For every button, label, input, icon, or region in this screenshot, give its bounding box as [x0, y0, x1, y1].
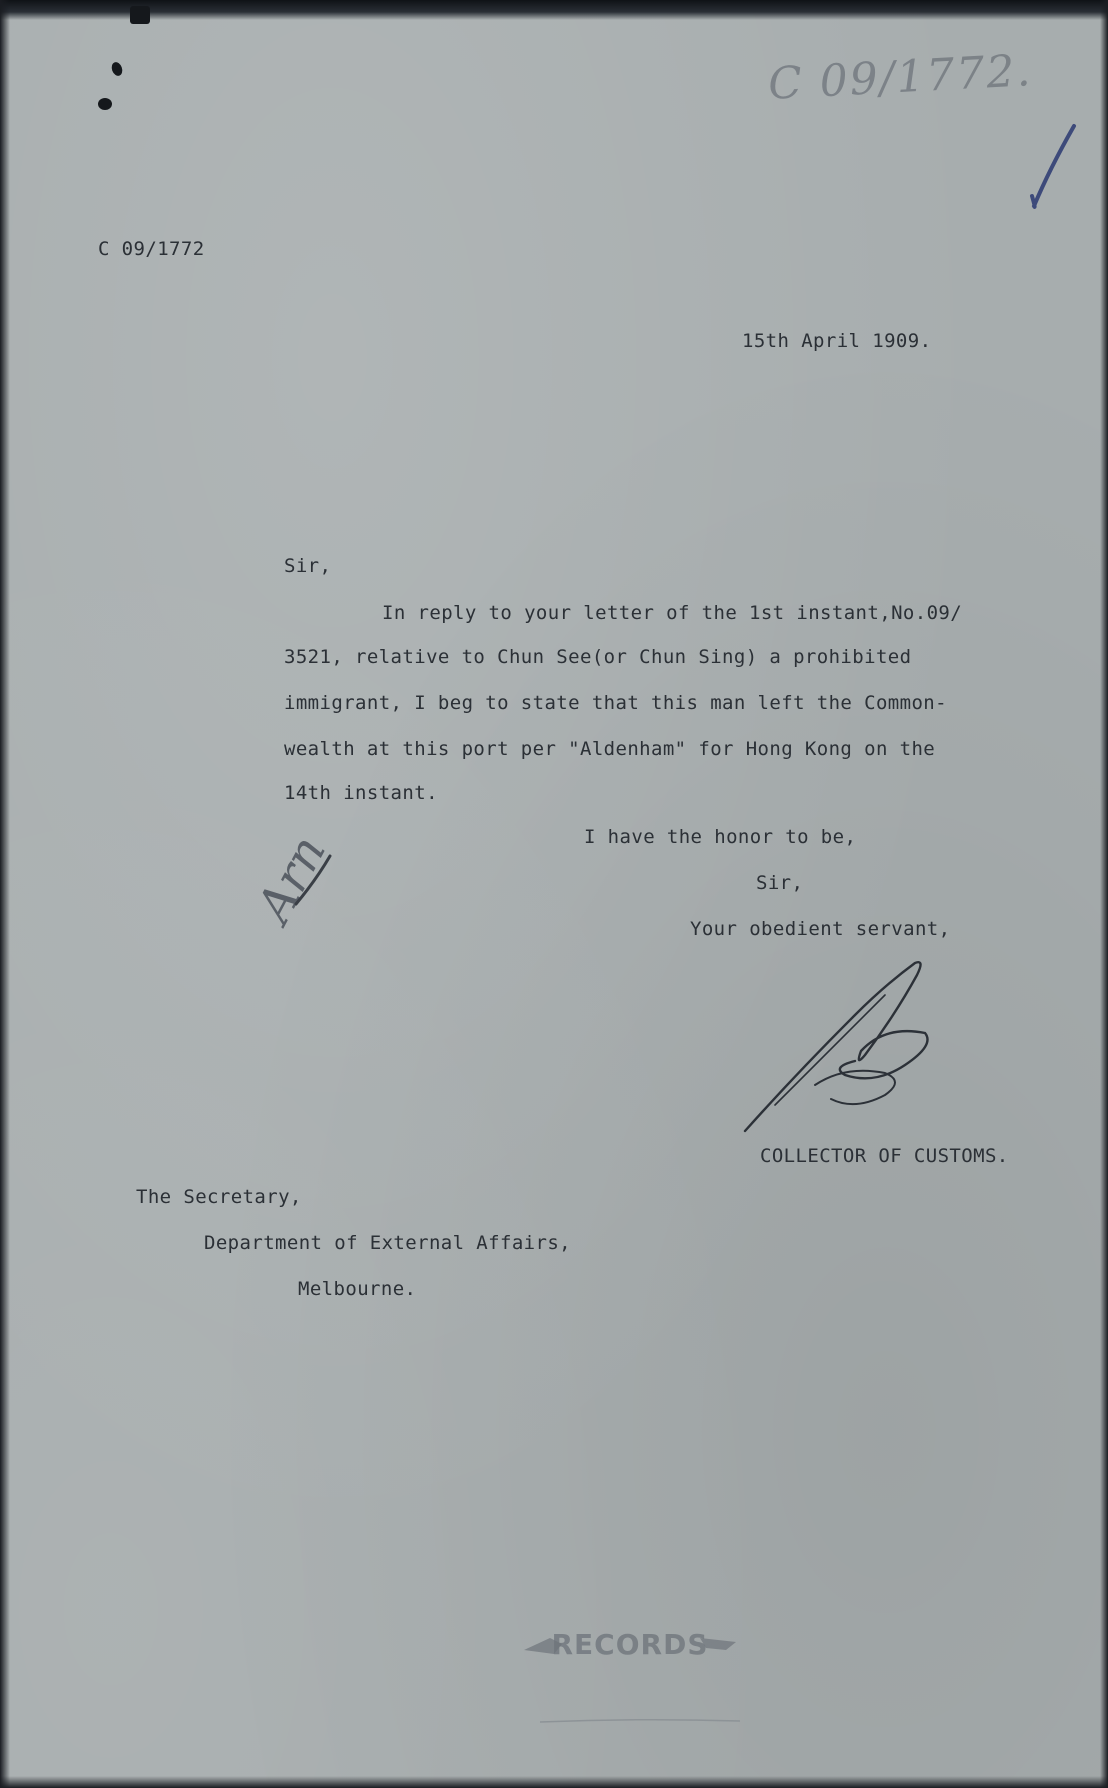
letter-date: 15th April 1909.	[742, 330, 932, 352]
faint-mark	[540, 1716, 740, 1726]
scan-edge-left	[0, 0, 10, 1788]
salutation: Sir,	[284, 555, 332, 577]
ink-blot	[110, 61, 124, 78]
scan-edge-top	[0, 0, 1108, 20]
body-line: 14th instant.	[284, 782, 438, 804]
closing-line: Your obedient servant,	[690, 918, 951, 940]
handwritten-reference: C 09/1772.	[766, 45, 1034, 110]
ink-blot	[130, 6, 150, 24]
ink-blot	[98, 98, 112, 110]
stamp-text: RECORDS	[551, 1628, 709, 1661]
body-line: 3521, relative to Chun See(or Chun Sing) a prohibited	[284, 646, 912, 668]
reference-number: C 09/1772	[98, 238, 205, 260]
scan-edge-right	[1100, 0, 1108, 1788]
signatory-title: COLLECTOR OF CUSTOMS.	[760, 1145, 1009, 1167]
initials-stroke	[290, 850, 336, 910]
body-line: immigrant, I beg to state that this man left the Common-	[284, 692, 947, 714]
body-line: In reply to your letter of the 1st instant,No.09/	[382, 602, 963, 624]
handwritten-initials: Arn	[246, 826, 338, 932]
scan-edge-bottom	[0, 1776, 1108, 1788]
check-mark-icon	[1020, 118, 1080, 218]
records-stamp	[510, 1620, 750, 1666]
addressee-line: Department of External Affairs,	[204, 1232, 572, 1254]
addressee-line: The Secretary,	[136, 1186, 302, 1208]
addressee-line: Melbourne.	[298, 1278, 417, 1300]
body-line: wealth at this port per "Aldenham" for Hong Kong on the	[284, 738, 936, 760]
closing-line: I have the honor to be,	[584, 826, 857, 848]
signature	[735, 955, 955, 1135]
closing-line: Sir,	[756, 872, 804, 894]
